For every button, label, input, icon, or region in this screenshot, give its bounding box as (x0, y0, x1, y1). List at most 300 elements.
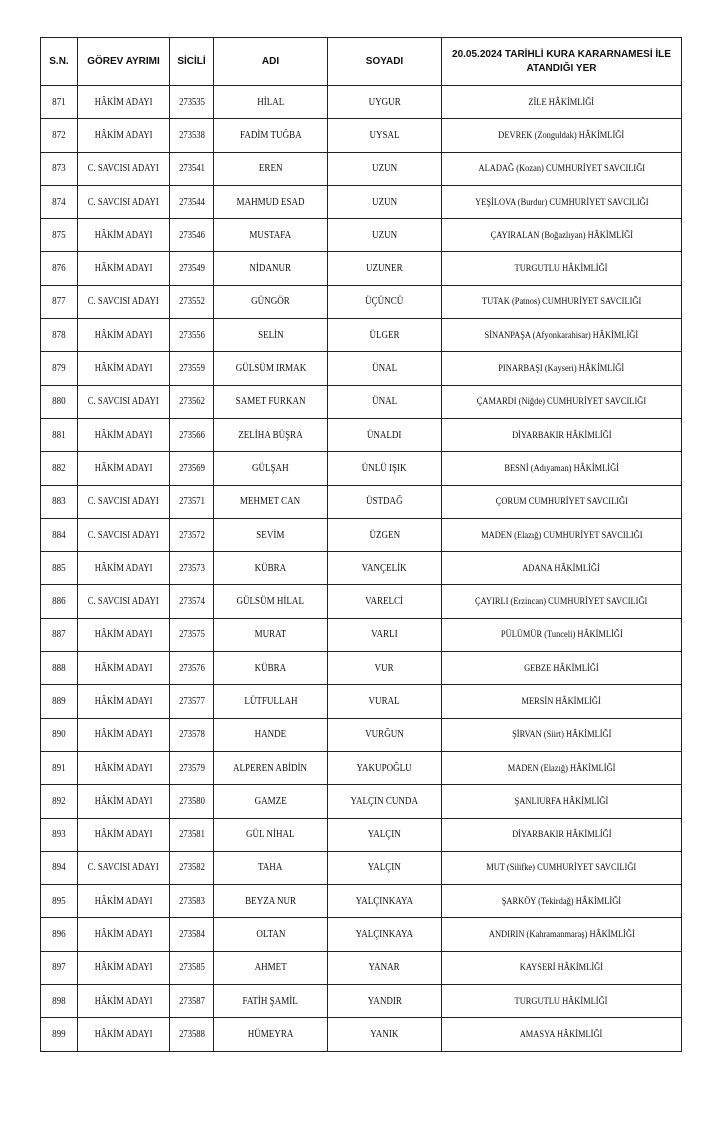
cell-gorev-ayrimi (78, 185, 170, 218)
cell-sicili-text: 273572 (178, 529, 205, 541)
cell-gorev-ayrimi-text: HÂKİM ADAYI (94, 363, 153, 375)
cell-atandigi-yer-text: ÇORUM CUMHURİYET SAVCILIĞI (495, 496, 628, 508)
table-row (41, 152, 682, 185)
cell-adi-text: GÜLSÜM HİLAL (236, 596, 305, 608)
cell-adi-text: AHMET (254, 962, 287, 974)
cell-sn-text: 884 (52, 529, 66, 541)
cell-soyadi (328, 219, 442, 252)
table-row (41, 219, 682, 252)
table-row (41, 618, 682, 651)
cell-sicili-text: 273583 (178, 895, 205, 907)
cell-soyadi-text: VARELCİ (365, 596, 404, 608)
cell-atandigi-yer (442, 86, 682, 119)
cell-adi (214, 718, 328, 751)
cell-sicili-text: 273573 (178, 562, 205, 574)
table-row (41, 985, 682, 1018)
cell-soyadi-text: VURAL (368, 695, 401, 707)
cell-sicili (170, 185, 214, 218)
cell-sn (41, 185, 78, 218)
table-row (41, 485, 682, 518)
cell-sicili (170, 851, 214, 884)
cell-gorev-ayrimi-text: HÂKİM ADAYI (94, 695, 153, 707)
cell-sicili (170, 452, 214, 485)
cell-soyadi (328, 119, 442, 152)
cell-gorev-ayrimi (78, 319, 170, 352)
table-row (41, 518, 682, 551)
cell-soyadi (328, 352, 442, 385)
cell-sicili (170, 818, 214, 851)
header-atandigi-yer: 20.05.2024 TARİHLİ KURA KARARNAMESİ İLE ATANDIĞI YER (442, 38, 682, 86)
cell-sn-text: 899 (52, 1028, 66, 1040)
cell-soyadi (328, 652, 442, 685)
cell-gorev-ayrimi (78, 585, 170, 618)
cell-sicili-text: 273556 (178, 329, 205, 341)
table-row (41, 652, 682, 685)
cell-sn (41, 585, 78, 618)
cell-sicili-text: 273544 (178, 196, 205, 208)
cell-gorev-ayrimi (78, 918, 170, 951)
cell-gorev-ayrimi (78, 252, 170, 285)
cell-sicili-text: 273581 (178, 829, 205, 841)
table-row (41, 951, 682, 984)
cell-sicili (170, 751, 214, 784)
cell-sicili-text: 273584 (178, 929, 205, 941)
cell-adi (214, 1018, 328, 1051)
cell-atandigi-yer (442, 319, 682, 352)
cell-sn-text: 887 (52, 629, 66, 641)
cell-gorev-ayrimi-text: HÂKİM ADAYI (94, 1028, 153, 1040)
cell-soyadi (328, 1018, 442, 1051)
cell-sicili-text: 273578 (178, 729, 205, 741)
cell-soyadi-text: ÜNAL (371, 363, 398, 375)
cell-sn (41, 918, 78, 951)
cell-atandigi-yer (442, 252, 682, 285)
cell-soyadi (328, 518, 442, 551)
header-soyadi: SOYADI (328, 38, 442, 86)
table-body (41, 86, 682, 1052)
cell-soyadi-text: ÜÇÜNCÜ (365, 296, 404, 308)
cell-sicili (170, 518, 214, 551)
cell-sn (41, 785, 78, 818)
cell-gorev-ayrimi-text: C. SAVCISI ADAYI (88, 862, 159, 874)
cell-sicili-text: 273577 (178, 695, 205, 707)
cell-adi-text: GÜLŞAH (252, 462, 289, 474)
cell-sn-text: 892 (52, 795, 66, 807)
cell-adi (214, 552, 328, 585)
cell-sn (41, 485, 78, 518)
table-row (41, 319, 682, 352)
cell-adi-text: KÜBRA (254, 562, 287, 574)
cell-gorev-ayrimi (78, 285, 170, 318)
cell-adi (214, 485, 328, 518)
cell-sn (41, 518, 78, 551)
cell-adi-text: GÜNGÖR (251, 296, 290, 308)
cell-soyadi-text: ÜNAL (371, 396, 398, 408)
cell-adi (214, 452, 328, 485)
cell-gorev-ayrimi-text: HÂKİM ADAYI (94, 329, 153, 341)
cell-sicili (170, 219, 214, 252)
cell-sicili-text: 273585 (178, 962, 205, 974)
cell-adi-text: MURAT (254, 629, 287, 641)
cell-adi (214, 951, 328, 984)
cell-adi-text: KÜBRA (254, 662, 287, 674)
cell-atandigi-yer (442, 119, 682, 152)
table-row (41, 885, 682, 918)
cell-atandigi-yer-text: ŞARKÖY (Tekirdağ) HÂKİMLİĞİ (501, 895, 622, 907)
cell-sicili (170, 418, 214, 451)
cell-gorev-ayrimi (78, 552, 170, 585)
cell-sicili (170, 585, 214, 618)
cell-soyadi-text: VARLI (371, 629, 398, 641)
cell-sn (41, 851, 78, 884)
cell-adi (214, 418, 328, 451)
cell-gorev-ayrimi-text: C. SAVCISI ADAYI (88, 496, 159, 508)
cell-sn-text: 877 (52, 296, 66, 308)
cell-soyadi-text: YALÇIN CUNDA (350, 795, 419, 807)
cell-sn-text: 880 (52, 396, 66, 408)
cell-atandigi-yer-text: BESNİ (Adıyaman) HÂKİMLİĞİ (504, 462, 619, 474)
cell-sn (41, 685, 78, 718)
cell-atandigi-yer (442, 418, 682, 451)
cell-gorev-ayrimi (78, 1018, 170, 1051)
cell-soyadi-text: VURĞUN (365, 729, 404, 741)
cell-adi-text: GAMZE (254, 795, 287, 807)
cell-atandigi-yer (442, 1018, 682, 1051)
cell-sicili-text: 273582 (178, 862, 205, 874)
cell-sicili-text: 273574 (178, 596, 205, 608)
cell-sicili (170, 918, 214, 951)
cell-soyadi (328, 985, 442, 1018)
cell-sicili (170, 718, 214, 751)
table-row (41, 86, 682, 119)
cell-atandigi-yer-text: ŞİRVAN (Siirt) HÂKİMLİĞİ (511, 729, 612, 741)
cell-gorev-ayrimi (78, 518, 170, 551)
table-row (41, 352, 682, 385)
cell-sn-text: 874 (52, 196, 66, 208)
cell-sicili-text: 273588 (178, 1028, 205, 1040)
cell-atandigi-yer-text: MADEN (Elazığ) HÂKİMLİĞİ (507, 762, 616, 774)
cell-sn-text: 872 (52, 129, 66, 141)
table-row (41, 685, 682, 718)
cell-atandigi-yer (442, 452, 682, 485)
table-row (41, 252, 682, 285)
cell-sn (41, 352, 78, 385)
cell-atandigi-yer-text: DİYARBAKIR HÂKİMLİĞİ (511, 829, 612, 841)
cell-sn (41, 718, 78, 751)
cell-soyadi-text: UZUN (371, 196, 398, 208)
cell-soyadi-text: YANDIR (367, 995, 402, 1007)
assignment-table (40, 37, 682, 1052)
table-row (41, 385, 682, 418)
cell-gorev-ayrimi (78, 485, 170, 518)
cell-gorev-ayrimi (78, 385, 170, 418)
cell-sicili (170, 652, 214, 685)
cell-sicili (170, 552, 214, 585)
cell-sicili (170, 252, 214, 285)
cell-soyadi (328, 86, 442, 119)
table-row (41, 785, 682, 818)
cell-atandigi-yer (442, 518, 682, 551)
cell-gorev-ayrimi-text: HÂKİM ADAYI (94, 995, 153, 1007)
cell-sicili-text: 273580 (178, 795, 205, 807)
cell-adi-text: EREN (258, 163, 283, 175)
cell-adi-text: MAHMUD ESAD (236, 196, 305, 208)
cell-gorev-ayrimi-text: HÂKİM ADAYI (94, 429, 153, 441)
cell-atandigi-yer (442, 485, 682, 518)
cell-sn (41, 285, 78, 318)
cell-atandigi-yer (442, 585, 682, 618)
cell-soyadi (328, 885, 442, 918)
cell-gorev-ayrimi-text: HÂKİM ADAYI (94, 762, 153, 774)
cell-sn-text: 895 (52, 895, 66, 907)
cell-atandigi-yer-text: ANDIRIN (Kahramanmaraş) HÂKİMLİĞİ (488, 929, 635, 941)
cell-soyadi (328, 418, 442, 451)
cell-gorev-ayrimi (78, 652, 170, 685)
table-row (41, 1018, 682, 1051)
cell-soyadi-text: YALÇINKAYA (355, 895, 414, 907)
cell-sicili (170, 951, 214, 984)
cell-sn-text: 897 (52, 962, 66, 974)
cell-adi (214, 818, 328, 851)
cell-soyadi-text: YANAR (368, 962, 401, 974)
cell-atandigi-yer (442, 785, 682, 818)
cell-sicili (170, 685, 214, 718)
cell-sicili-text: 273552 (178, 296, 205, 308)
cell-sicili (170, 319, 214, 352)
cell-adi (214, 885, 328, 918)
cell-sn-text: 882 (52, 462, 66, 474)
cell-soyadi-text: UZUNER (366, 263, 403, 275)
table-row (41, 918, 682, 951)
cell-atandigi-yer-text: MERSİN HÂKİMLİĞİ (521, 695, 602, 707)
cell-sicili-text: 273562 (178, 396, 205, 408)
cell-sn-text: 898 (52, 995, 66, 1007)
cell-atandigi-yer-text: YEŞİLOVA (Burdur) CUMHURİYET SAVCILIĞI (474, 196, 649, 208)
table-row (41, 851, 682, 884)
cell-atandigi-yer (442, 951, 682, 984)
cell-atandigi-yer (442, 285, 682, 318)
table-row (41, 119, 682, 152)
cell-sicili (170, 352, 214, 385)
cell-gorev-ayrimi (78, 785, 170, 818)
cell-adi (214, 652, 328, 685)
cell-sn (41, 951, 78, 984)
cell-atandigi-yer-text: TURGUTLU HÂKİMLİĞİ (515, 995, 608, 1007)
cell-atandigi-yer (442, 152, 682, 185)
cell-sn-text: 885 (52, 562, 66, 574)
cell-atandigi-yer (442, 185, 682, 218)
cell-adi (214, 119, 328, 152)
cell-sn-text: 873 (52, 163, 66, 175)
cell-atandigi-yer (442, 985, 682, 1018)
cell-gorev-ayrimi (78, 152, 170, 185)
cell-adi-text: OLTAN (255, 929, 286, 941)
cell-gorev-ayrimi (78, 885, 170, 918)
cell-sn (41, 818, 78, 851)
cell-sn (41, 652, 78, 685)
cell-soyadi-text: ÜNLÜ IŞIK (362, 462, 407, 474)
cell-atandigi-yer-text: ÇAYIRALAN (Boğazlıyan) HÂKİMLİĞİ (490, 229, 633, 241)
cell-gorev-ayrimi (78, 618, 170, 651)
cell-adi-text: ZELİHA BÜŞRA (238, 429, 303, 441)
cell-adi (214, 352, 328, 385)
cell-atandigi-yer (442, 918, 682, 951)
cell-sicili-text: 273541 (178, 163, 205, 175)
cell-sicili (170, 385, 214, 418)
cell-sicili (170, 885, 214, 918)
cell-gorev-ayrimi (78, 86, 170, 119)
cell-sicili (170, 1018, 214, 1051)
cell-soyadi (328, 285, 442, 318)
cell-soyadi-text: YAKUPOĞLU (356, 762, 413, 774)
table-row (41, 452, 682, 485)
cell-gorev-ayrimi-text: HÂKİM ADAYI (94, 962, 153, 974)
cell-sn (41, 252, 78, 285)
cell-adi-text: GÜL NİHAL (246, 829, 295, 841)
cell-gorev-ayrimi-text: HÂKİM ADAYI (94, 229, 153, 241)
cell-gorev-ayrimi-text: HÂKİM ADAYI (94, 462, 153, 474)
cell-atandigi-yer-text: TURGUTLU HÂKİMLİĞİ (515, 263, 608, 275)
cell-soyadi (328, 385, 442, 418)
cell-gorev-ayrimi-text: HÂKİM ADAYI (94, 662, 153, 674)
cell-sn-text: 894 (52, 862, 66, 874)
cell-adi (214, 585, 328, 618)
cell-sn-text: 896 (52, 929, 66, 941)
cell-gorev-ayrimi-text: HÂKİM ADAYI (94, 129, 153, 141)
cell-atandigi-yer-text: SİNANPAŞA (Afyonkarahisar) HÂKİMLİĞİ (484, 329, 639, 341)
cell-adi-text: SAMET FURKAN (235, 396, 306, 408)
cell-gorev-ayrimi-text: HÂKİM ADAYI (94, 629, 153, 641)
cell-adi (214, 685, 328, 718)
cell-soyadi (328, 685, 442, 718)
cell-atandigi-yer-text: PINARBAŞI (Kayseri) HÂKİMLİĞİ (498, 363, 625, 375)
cell-atandigi-yer-text: ŞANLIURFA HÂKİMLİĞİ (514, 795, 609, 807)
cell-atandigi-yer-text: ÇAYIRLI (Erzincan) CUMHURİYET SAVCILIĞI (475, 596, 648, 608)
cell-gorev-ayrimi (78, 718, 170, 751)
cell-adi (214, 985, 328, 1018)
cell-sn (41, 985, 78, 1018)
cell-atandigi-yer-text: MADEN (Elazığ) CUMHURİYET SAVCILIĞI (480, 529, 643, 541)
cell-sn-text: 878 (52, 329, 66, 341)
cell-soyadi-text: UYGUR (368, 96, 401, 108)
cell-soyadi (328, 818, 442, 851)
cell-adi-text: ALPEREN ABİDİN (233, 762, 308, 774)
cell-gorev-ayrimi (78, 818, 170, 851)
cell-sicili (170, 785, 214, 818)
cell-sn-text: 889 (52, 695, 66, 707)
cell-atandigi-yer (442, 219, 682, 252)
header-sn: S.N. (41, 38, 78, 86)
cell-sicili-text: 273571 (178, 496, 205, 508)
cell-atandigi-yer (442, 751, 682, 784)
header-adi: ADI (214, 38, 328, 86)
cell-atandigi-yer-text: ZİLE HÂKİMLİĞİ (528, 96, 595, 108)
cell-sicili (170, 985, 214, 1018)
cell-adi (214, 918, 328, 951)
cell-sn-text: 875 (52, 229, 66, 241)
cell-adi-text: HÜMEYRA (247, 1028, 294, 1040)
table-row (41, 285, 682, 318)
cell-gorev-ayrimi-text: C. SAVCISI ADAYI (88, 296, 159, 308)
table-row (41, 418, 682, 451)
cell-sn (41, 385, 78, 418)
cell-sicili-text: 273566 (178, 429, 205, 441)
cell-gorev-ayrimi-text: HÂKİM ADAYI (94, 795, 153, 807)
cell-soyadi (328, 152, 442, 185)
cell-adi-text: FATİH ŞAMİL (242, 995, 299, 1007)
header-sicili: SİCİLİ (170, 38, 214, 86)
cell-soyadi (328, 951, 442, 984)
cell-sn (41, 885, 78, 918)
cell-adi (214, 518, 328, 551)
cell-sicili-text: 273575 (178, 629, 205, 641)
cell-atandigi-yer-text: KAYSERİ HÂKİMLİĞİ (519, 962, 604, 974)
cell-sicili-text: 273546 (178, 229, 205, 241)
cell-sicili-text: 273587 (178, 995, 205, 1007)
cell-sn (41, 751, 78, 784)
cell-adi-text: TAHA (258, 862, 283, 874)
cell-atandigi-yer-text: MUT (Silifke) CUMHURİYET SAVCILIĞI (486, 862, 637, 874)
cell-gorev-ayrimi (78, 119, 170, 152)
cell-gorev-ayrimi-text: HÂKİM ADAYI (94, 96, 153, 108)
cell-sn-text: 876 (52, 263, 66, 275)
cell-sn (41, 418, 78, 451)
cell-gorev-ayrimi-text: C. SAVCISI ADAYI (88, 196, 159, 208)
cell-sn-text: 871 (52, 96, 66, 108)
cell-soyadi-text: YALÇIN (367, 829, 402, 841)
cell-adi (214, 152, 328, 185)
cell-soyadi (328, 618, 442, 651)
cell-adi (214, 185, 328, 218)
cell-soyadi (328, 552, 442, 585)
cell-sn (41, 152, 78, 185)
cell-sn-text: 891 (52, 762, 66, 774)
cell-adi (214, 618, 328, 651)
cell-soyadi (328, 751, 442, 784)
cell-sicili (170, 485, 214, 518)
cell-sn (41, 86, 78, 119)
table-header-row (41, 38, 682, 86)
table-row (41, 818, 682, 851)
cell-sn-text: 888 (52, 662, 66, 674)
cell-adi-text: FADİM TUĞBA (239, 129, 302, 141)
cell-gorev-ayrimi-text: C. SAVCISI ADAYI (88, 529, 159, 541)
cell-adi (214, 319, 328, 352)
cell-sn (41, 219, 78, 252)
cell-atandigi-yer-text: DEVREK (Zonguldak) HÂKİMLİĞİ (498, 129, 625, 141)
cell-adi (214, 385, 328, 418)
cell-adi-text: HANDE (254, 729, 287, 741)
cell-gorev-ayrimi-text: C. SAVCISI ADAYI (88, 396, 159, 408)
cell-soyadi-text: ÜSTDAĞ (366, 496, 403, 508)
cell-gorev-ayrimi-text: C. SAVCISI ADAYI (88, 163, 159, 175)
cell-soyadi-text: ÜLGER (369, 329, 400, 341)
cell-adi-text: NİDANUR (249, 263, 292, 275)
cell-sicili (170, 119, 214, 152)
cell-soyadi-text: ÜZGEN (369, 529, 400, 541)
table-row (41, 585, 682, 618)
header-gorev-ayrimi: GÖREV AYRIMI (78, 38, 170, 86)
cell-adi (214, 219, 328, 252)
table-row (41, 185, 682, 218)
cell-sn (41, 319, 78, 352)
cell-atandigi-yer-text: AMASYA HÂKİMLİĞİ (520, 1028, 603, 1040)
cell-soyadi-text: UZUN (371, 229, 398, 241)
cell-gorev-ayrimi (78, 219, 170, 252)
cell-gorev-ayrimi-text: HÂKİM ADAYI (94, 729, 153, 741)
cell-soyadi (328, 785, 442, 818)
cell-soyadi-text: VANÇELİK (362, 562, 407, 574)
